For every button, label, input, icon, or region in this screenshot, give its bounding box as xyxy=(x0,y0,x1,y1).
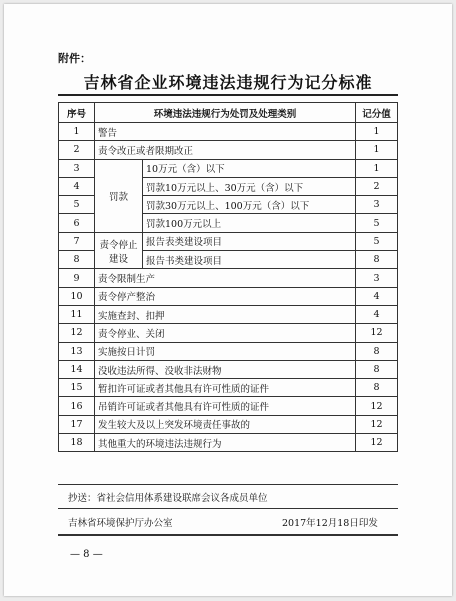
row-no: 5 xyxy=(59,196,95,214)
row-score: 4 xyxy=(356,305,398,323)
row-no: 17 xyxy=(59,415,95,433)
row-score: 12 xyxy=(356,415,398,433)
row-label: 其他重大的环境违法违规行为 xyxy=(95,434,356,452)
row-score: 4 xyxy=(356,287,398,305)
row-label: 罚款30万元以上、100万元（含）以下 xyxy=(143,196,356,214)
divider xyxy=(58,534,398,536)
row-label: 责令停业、关闭 xyxy=(95,324,356,342)
row-label: 责令停产整治 xyxy=(95,287,356,305)
row-no: 14 xyxy=(59,360,95,378)
divider xyxy=(58,484,398,485)
row-score: 12 xyxy=(356,397,398,415)
cc-line: 抄送：省社会信用体系建设联席会议各成员单位 xyxy=(68,493,268,504)
row-score: 2 xyxy=(356,177,398,195)
row-no: 10 xyxy=(59,287,95,305)
table-row xyxy=(59,159,398,177)
header-score: 记分值 xyxy=(356,103,398,123)
table-row xyxy=(59,324,398,342)
table-row xyxy=(59,342,398,360)
row-no: 9 xyxy=(59,269,95,287)
row-label: 责令改正或者限期改正 xyxy=(95,141,356,159)
row-no: 6 xyxy=(59,214,95,232)
header-no: 序号 xyxy=(59,103,95,123)
row-no: 3 xyxy=(59,159,95,177)
divider xyxy=(58,508,398,509)
row-score: 3 xyxy=(356,269,398,287)
row-score: 3 xyxy=(356,196,398,214)
table-row xyxy=(59,434,398,452)
table-row xyxy=(59,305,398,323)
table-header-row xyxy=(59,103,398,123)
row-label: 罚款100万元以上 xyxy=(143,214,356,232)
row-no: 4 xyxy=(59,177,95,195)
title-rule xyxy=(58,94,398,96)
header-category: 环境违法违规行为处罚及处理类别 xyxy=(95,103,356,123)
row-score: 1 xyxy=(356,159,398,177)
row-no: 7 xyxy=(59,232,95,250)
group-construction: 责令停止建设 xyxy=(95,232,143,269)
table-row xyxy=(59,232,398,250)
issuer: 吉林省环境保护厅办公室 xyxy=(68,518,173,529)
table-row xyxy=(59,360,398,378)
row-label: 10万元（含）以下 xyxy=(143,159,356,177)
row-score: 8 xyxy=(356,360,398,378)
table-row xyxy=(59,287,398,305)
table-row xyxy=(59,379,398,397)
row-label: 实施按日计罚 xyxy=(95,342,356,360)
row-label: 责令限制生产 xyxy=(95,269,356,287)
row-no: 8 xyxy=(59,251,95,269)
row-score: 5 xyxy=(356,214,398,232)
row-score: 12 xyxy=(356,434,398,452)
attachment-label: 附件： xyxy=(58,52,91,65)
document-page xyxy=(4,4,452,596)
document-title: 吉林省企业环境违法违规行为记分标准 xyxy=(83,73,373,92)
row-label: 实施查封、扣押 xyxy=(95,305,356,323)
table-row xyxy=(59,123,398,141)
row-no: 13 xyxy=(59,342,95,360)
row-no: 2 xyxy=(59,141,95,159)
row-score: 8 xyxy=(356,251,398,269)
row-score: 12 xyxy=(356,324,398,342)
row-no: 16 xyxy=(59,397,95,415)
row-label: 没收违法所得、没收非法财物 xyxy=(95,360,356,378)
row-no: 18 xyxy=(59,434,95,452)
row-label: 发生较大及以上突发环境责任事故的 xyxy=(95,415,356,433)
row-score: 8 xyxy=(356,379,398,397)
page-number: — 8 — xyxy=(70,549,103,560)
row-score: 5 xyxy=(356,232,398,250)
row-score: 8 xyxy=(356,342,398,360)
scoring-table xyxy=(58,102,398,452)
row-no: 11 xyxy=(59,305,95,323)
row-label: 罚款10万元以上、30万元（含）以下 xyxy=(143,177,356,195)
row-score: 1 xyxy=(356,123,398,141)
table-row xyxy=(59,397,398,415)
row-label: 警告 xyxy=(95,123,356,141)
table-row xyxy=(59,141,398,159)
table-row xyxy=(59,269,398,287)
row-label: 暂扣许可证或者其他具有许可性质的证件 xyxy=(95,379,356,397)
row-score: 1 xyxy=(356,141,398,159)
row-no: 15 xyxy=(59,379,95,397)
issue-date: 2017年12月18日印发 xyxy=(282,518,378,529)
row-label: 报告书类建设项目 xyxy=(143,251,356,269)
row-no: 1 xyxy=(59,123,95,141)
row-no: 12 xyxy=(59,324,95,342)
group-fine: 罚款 xyxy=(95,159,143,232)
row-label: 吊销许可证或者其他具有许可性质的证件 xyxy=(95,397,356,415)
row-label: 报告表类建设项目 xyxy=(143,232,356,250)
table-row xyxy=(59,415,398,433)
